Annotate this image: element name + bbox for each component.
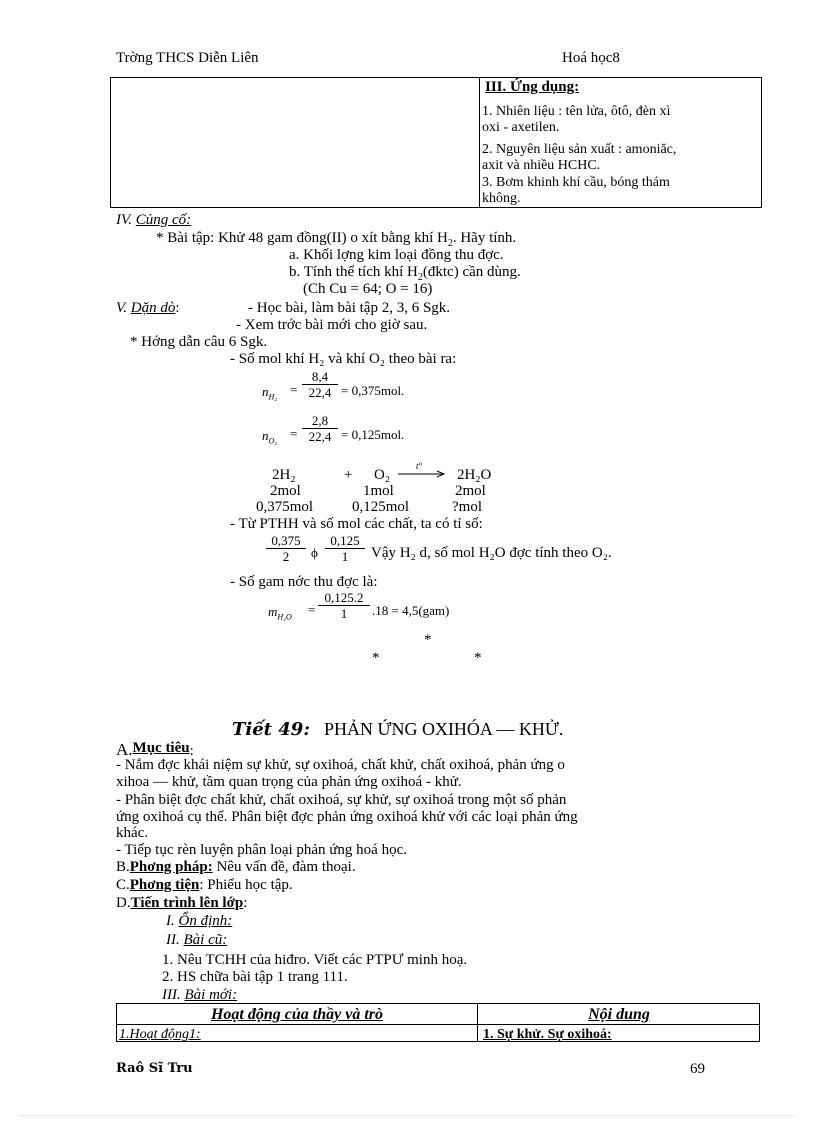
mass-letter: m bbox=[268, 604, 278, 619]
no2-result: = 0,125mol. bbox=[341, 427, 405, 442]
procedure-colon: : bbox=[243, 895, 248, 911]
step-1-roman: I. bbox=[166, 913, 179, 929]
table-row1-left-text: 1.Hoạt động1: bbox=[119, 1027, 201, 1042]
method-line bbox=[116, 859, 356, 876]
table-head-left-text: Hoạt động của thầy và trò bbox=[210, 1006, 383, 1023]
application-item-3a: 3. Bơm khinh khí cầu, bóng thám bbox=[482, 175, 670, 190]
mass-equals: = bbox=[308, 602, 316, 617]
eq-reactant-2: O₂ bbox=[374, 467, 391, 483]
eq-row3-col1: 0,375mol bbox=[256, 499, 314, 515]
review-question-1: 1. Nêu TCHH của hiđro. Viết các PTPƯ minh hoạ. bbox=[162, 952, 468, 968]
table-head-left bbox=[117, 1006, 477, 1024]
ratio-denominator-2: 1 bbox=[341, 549, 349, 564]
step-1-label: Ổn định: bbox=[178, 913, 233, 929]
application-item-3b: không. bbox=[482, 191, 521, 206]
table-head-right-text: Nội dung bbox=[588, 1006, 650, 1023]
review-question-2: 2. HS chữa bài tập 1 trang 111. bbox=[162, 969, 348, 985]
activity-table bbox=[116, 1003, 760, 1042]
nh2-letter: n bbox=[262, 384, 269, 399]
mass-numerator: 0,125.2 bbox=[318, 590, 370, 606]
procedure-line bbox=[116, 895, 247, 912]
table-head-right bbox=[477, 1006, 761, 1024]
homework-line-2: - Xem trớc bài mới cho giờ sau. bbox=[236, 317, 428, 333]
atomic-mass-note: (Ch Cu = 64; O = 16) bbox=[303, 281, 433, 297]
lesson-title bbox=[232, 719, 563, 740]
eq-row2-col2: 1mol bbox=[363, 483, 394, 499]
table-column-divider bbox=[479, 78, 480, 207]
section-v-roman: V. bbox=[116, 300, 131, 316]
no2-fraction bbox=[302, 413, 338, 444]
exercise-part-b-end: (đktc) cần dùng. bbox=[422, 264, 521, 280]
section-v-label: Dặn dò bbox=[130, 300, 176, 316]
exercise-text: * Bài tập: Khử 48 gam đồng(II) o xít bằng khí H bbox=[156, 230, 448, 246]
procedure-label: Tiến trình lên lớp bbox=[130, 895, 244, 911]
mass-denominator: 1 bbox=[340, 606, 348, 621]
objectives-colon: : bbox=[189, 743, 194, 759]
nh2-fraction bbox=[302, 369, 338, 400]
no2-equals: = bbox=[290, 426, 298, 441]
mass-symbol bbox=[268, 604, 292, 622]
lesson-name: PHẢN ỨNG OXIHÓA — KHỬ. bbox=[323, 719, 564, 739]
materials-prefix: C. bbox=[116, 877, 130, 893]
materials-label: Phơng tiện bbox=[129, 877, 200, 893]
table-row1-right bbox=[483, 1027, 612, 1042]
nh2-subscript: H₂ bbox=[268, 392, 278, 402]
table-row-divider bbox=[117, 1024, 759, 1025]
materials-text: : Phiếu học tập. bbox=[199, 877, 293, 893]
mass-fraction bbox=[318, 590, 370, 621]
ratio-numerator-1: 0,375 bbox=[266, 533, 306, 549]
lesson-number: Tiết 49: bbox=[232, 719, 310, 740]
ratio-fraction-1 bbox=[266, 533, 306, 564]
section-iv-label: Củng cố: bbox=[135, 212, 192, 228]
no2-denominator: 22,4 bbox=[308, 429, 332, 444]
procedure-prefix: D. bbox=[116, 895, 131, 911]
objectives-prefix: A. bbox=[116, 740, 133, 759]
mass-result: .18 = 4,5(gam) bbox=[372, 603, 450, 618]
method-text: Nêu vấn đề, đàm thoại. bbox=[212, 859, 356, 875]
step-2-label: Bài cũ: bbox=[183, 932, 228, 948]
eq-row3-col2: 0,125mol bbox=[352, 499, 410, 515]
eq-reactant-1: 2H₂ bbox=[272, 467, 296, 483]
homework-line-1: - Học bài, làm bài tập 2, 3, 6 Sgk. bbox=[248, 300, 451, 316]
reaction-arrow-icon bbox=[398, 470, 446, 478]
exercise-part-a: a. Khối lợng kim loại đồng thu đợc. bbox=[289, 247, 504, 263]
application-item-2a: 2. Nguyên liệu sản xuất : amoniăc, bbox=[482, 142, 677, 157]
ratio-fraction-2 bbox=[325, 533, 365, 564]
ratio-numerator-2: 0,125 bbox=[325, 533, 365, 549]
no2-letter: n bbox=[262, 428, 269, 443]
method-label: Phơng pháp: bbox=[129, 859, 213, 875]
mass-intro: - Số gam nớc thu đợc là: bbox=[230, 574, 378, 590]
nh2-equals: = bbox=[290, 382, 298, 397]
applications-heading: III. Ứng dụng: bbox=[485, 79, 580, 95]
star-left: * bbox=[372, 650, 380, 666]
nh2-denominator: 22,4 bbox=[308, 385, 332, 400]
ratio-compare-symbol: ϕ bbox=[311, 545, 318, 560]
section-v-heading bbox=[116, 300, 180, 317]
exercise-end: . Hãy tính. bbox=[452, 230, 517, 246]
footer-divider bbox=[20, 1115, 796, 1116]
exercise-part-b-sub: 2 bbox=[417, 272, 423, 283]
section-v-colon: : bbox=[175, 300, 180, 316]
application-item-1a: 1. Nhiên liệu : tên lửa, ôtô, đèn xì bbox=[482, 104, 671, 119]
eq-row2-col1: 2mol bbox=[270, 483, 301, 499]
mass-subscript: H₂O bbox=[277, 612, 292, 622]
application-item-2b: axit và nhiều HCHC. bbox=[482, 158, 601, 173]
eq-product: 2H₂O bbox=[457, 467, 492, 483]
footer-author: Raô Sĩ Tru bbox=[116, 1061, 193, 1076]
application-item-1b: oxi - axetilen. bbox=[482, 120, 560, 135]
step-2-roman: II. bbox=[166, 932, 184, 948]
star-right: * bbox=[474, 650, 482, 666]
applications-title bbox=[485, 79, 579, 96]
ratio-intro: - Từ PTHH và số mol các chất, ta có tỉ số: bbox=[230, 516, 483, 532]
table-row1-left bbox=[119, 1027, 201, 1042]
eq-condition: t° bbox=[416, 461, 423, 471]
no2-symbol bbox=[262, 428, 277, 446]
step-1-heading bbox=[166, 913, 232, 930]
section-iv-heading bbox=[116, 212, 191, 229]
step-3-heading bbox=[162, 987, 237, 1004]
exercise-part-b-text: b. Tính thể tích khí H bbox=[289, 264, 418, 280]
section-iv-roman: IV. bbox=[116, 212, 136, 228]
table-row1-right-text: 1. Sự khử. Sự oxihoá: bbox=[483, 1027, 612, 1042]
objective-2-line-3: khác. bbox=[116, 825, 149, 841]
exercise-subscript: 2 bbox=[447, 238, 453, 249]
step-3-label: Bài mới: bbox=[184, 987, 238, 1003]
objective-1-line-1: - Nắm đợc khái niệm sự khử, sự oxihoá, chất khử, chất oxihoá, phản ứng o bbox=[116, 757, 565, 773]
star-top: * bbox=[424, 632, 432, 648]
method-prefix: B. bbox=[116, 859, 130, 875]
page-number: 69 bbox=[690, 1061, 705, 1077]
step-3-roman: III. bbox=[162, 987, 185, 1003]
header-school: Trờng THCS Diễn Liên bbox=[116, 50, 259, 66]
guide-heading: * Hớng dẫn câu 6 Sgk. bbox=[130, 334, 268, 350]
objectives-label: Mục tiêu bbox=[132, 740, 190, 756]
eq-row3-col3: ?mol bbox=[452, 499, 482, 515]
nh2-numerator: 8,4 bbox=[302, 369, 338, 385]
eq-row2-col3: 2mol bbox=[455, 483, 486, 499]
eq-plus: + bbox=[344, 467, 353, 483]
materials-line bbox=[116, 877, 293, 894]
objective-3: - Tiếp tục rèn luyện phân loại phản ứng hoá học. bbox=[116, 842, 407, 858]
no2-numerator: 2,8 bbox=[302, 413, 338, 429]
mol-intro: - Số mol khí H₂ và khí O₂ theo bài ra: bbox=[230, 351, 457, 367]
objective-2-line-2: ứng oxihoá cụ thể. Phân biệt đợc phản ứng oxihoá khử với các loại phản ứng bbox=[116, 809, 578, 825]
objective-1-line-2: xihoa — khử, tầm quan trọng của phản ứng oxihoá - khử. bbox=[116, 774, 462, 790]
nh2-symbol bbox=[262, 384, 277, 402]
ratio-conclusion: Vậy H₂ d, số mol H₂O đợc tính theo O₂. bbox=[371, 545, 612, 561]
step-2-heading bbox=[166, 932, 227, 949]
nh2-result: = 0,375mol. bbox=[341, 383, 405, 398]
no2-subscript: O₂ bbox=[268, 436, 278, 446]
header-subject: Hoá học8 bbox=[562, 50, 620, 66]
objective-2-line-1: - Phân biệt đợc chất khử, chất oxihoá, sự khử, sự oxihoá trong một số phản bbox=[116, 792, 567, 808]
ratio-denominator-1: 2 bbox=[282, 549, 290, 564]
